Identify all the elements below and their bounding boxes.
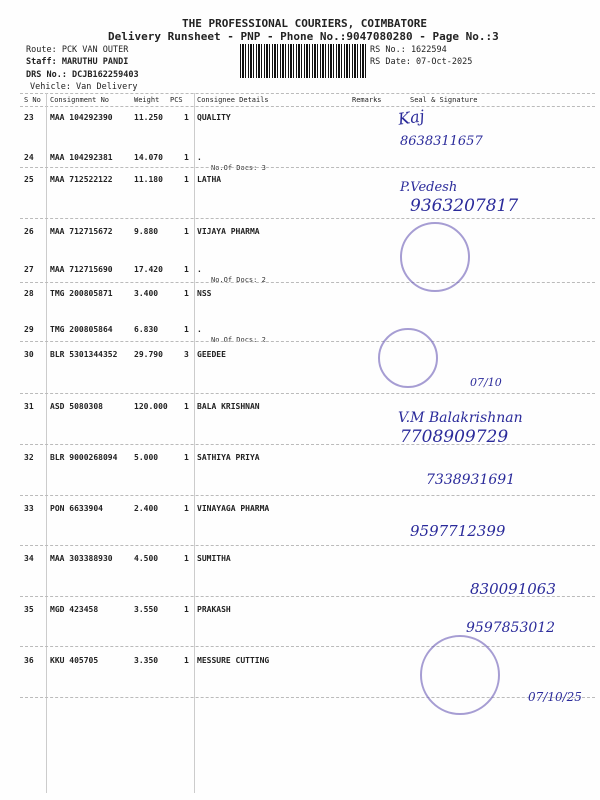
row-consignee: LATHA bbox=[197, 175, 222, 184]
row-weight: 6.830 bbox=[134, 325, 159, 334]
row-cno: MAA 104292390 bbox=[50, 113, 113, 122]
row-consignee: MESSURE CUTTING bbox=[197, 656, 270, 665]
signature: Kaj bbox=[396, 106, 426, 129]
row-divider bbox=[20, 167, 595, 168]
row-pcs: 1 bbox=[184, 113, 189, 122]
handwritten-date: 07/10 bbox=[470, 376, 502, 389]
row-weight: 120.000 bbox=[134, 402, 168, 411]
handwritten-phone: 9597712399 bbox=[410, 522, 506, 540]
row-weight: 3.350 bbox=[134, 656, 159, 665]
row-divider bbox=[20, 495, 595, 496]
row-consignee: QUALITY bbox=[197, 113, 231, 122]
row-consignee: NSS bbox=[197, 289, 212, 298]
handwritten-phone: 7708909729 bbox=[400, 427, 509, 447]
rs-date: RS Date: 07-Oct-2025 bbox=[370, 57, 473, 67]
row-cno: MAA 303388930 bbox=[50, 554, 113, 563]
row-cno: TMG 200805864 bbox=[50, 325, 113, 334]
runsheet-subtitle: Delivery Runsheet - PNP - Phone No.:9047080280 - Page No.:3 bbox=[108, 30, 499, 43]
row-pcs: 3 bbox=[184, 350, 189, 359]
row-weight: 3.400 bbox=[134, 289, 159, 298]
row-divider bbox=[20, 282, 595, 283]
handwritten-date: 07/10/25 bbox=[528, 690, 582, 704]
handwritten-phone: 9597853012 bbox=[466, 620, 556, 636]
row-weight: 14.070 bbox=[134, 153, 163, 162]
row-sno: 29 bbox=[24, 325, 34, 334]
row-sno: 28 bbox=[24, 289, 34, 298]
row-cno: BLR 5301344352 bbox=[50, 350, 118, 359]
row-cno: TMG 200805871 bbox=[50, 289, 113, 298]
row-cno: ASD 5080308 bbox=[50, 402, 103, 411]
row-cno: MAA 712522122 bbox=[50, 175, 113, 184]
row-pcs: 1 bbox=[184, 227, 189, 236]
row-pcs: 1 bbox=[184, 605, 189, 614]
row-divider bbox=[20, 545, 595, 546]
row-consignee: . bbox=[197, 265, 202, 274]
row-weight: 29.790 bbox=[134, 350, 163, 359]
vehicle: Vehicle: Van Delivery bbox=[30, 82, 138, 92]
row-divider bbox=[20, 341, 595, 342]
row-docs: No.Of Docs: 3 bbox=[211, 164, 266, 172]
row-divider bbox=[20, 646, 595, 647]
row-consignee: . bbox=[197, 153, 202, 162]
row-cno: MAA 712715690 bbox=[50, 265, 113, 274]
row-weight: 4.500 bbox=[134, 554, 159, 563]
row-sno: 24 bbox=[24, 153, 34, 162]
row-pcs: 1 bbox=[184, 504, 189, 513]
handwritten-phone: 9363207817 bbox=[410, 196, 519, 216]
row-weight: 2.400 bbox=[134, 504, 159, 513]
row-cno: BLR 9000268094 bbox=[50, 453, 118, 462]
row-cno: MGD 423458 bbox=[50, 605, 99, 614]
barcode bbox=[240, 44, 366, 78]
row-weight: 5.000 bbox=[134, 453, 159, 462]
row-docs: No.Of Docs: 2 bbox=[211, 336, 266, 344]
row-divider bbox=[20, 444, 595, 445]
row-sno: 30 bbox=[24, 350, 34, 359]
drs-number: DRS No.: DCJB162259403 bbox=[26, 70, 139, 80]
geedee-stamp bbox=[378, 328, 438, 388]
row-pcs: 1 bbox=[184, 289, 189, 298]
row-consignee: VINAYAGA PHARMA bbox=[197, 504, 270, 513]
rs-number: RS No.: 1622594 bbox=[370, 45, 447, 55]
row-pcs: 1 bbox=[184, 402, 189, 411]
row-weight: 9.880 bbox=[134, 227, 159, 236]
row-pcs: 1 bbox=[184, 153, 189, 162]
row-pcs: 1 bbox=[184, 265, 189, 274]
vijaya-pharma-stamp bbox=[400, 222, 470, 292]
row-cno: MAA 104292381 bbox=[50, 153, 113, 162]
handwritten-phone: 7338931691 bbox=[426, 472, 516, 488]
row-sno: 23 bbox=[24, 113, 34, 122]
row-weight: 3.550 bbox=[134, 605, 159, 614]
row-sno: 33 bbox=[24, 504, 34, 513]
row-consignee: SUMITHA bbox=[197, 554, 231, 563]
col-consignee: Consignee Details bbox=[197, 96, 269, 104]
handwritten-phone: 830091063 bbox=[470, 580, 556, 598]
row-pcs: 1 bbox=[184, 175, 189, 184]
row-consignee: PRAKASH bbox=[197, 605, 231, 614]
row-cno: KKU 405705 bbox=[50, 656, 99, 665]
row-sno: 27 bbox=[24, 265, 34, 274]
col-remarks: Remarks bbox=[352, 96, 382, 104]
row-cno: MAA 712715672 bbox=[50, 227, 113, 236]
messure-cutting-stamp bbox=[420, 635, 500, 715]
row-sno: 25 bbox=[24, 175, 34, 184]
route: Route: PCK VAN OUTER bbox=[26, 45, 129, 55]
row-divider bbox=[20, 218, 595, 219]
row-weight: 11.250 bbox=[134, 113, 163, 122]
row-consignee: GEEDEE bbox=[197, 350, 226, 359]
col-weight: Weight bbox=[134, 96, 160, 104]
col-sno: S No bbox=[24, 96, 41, 104]
row-consignee: VIJAYA PHARMA bbox=[197, 227, 260, 236]
handwritten-name: P.Vedesh bbox=[400, 180, 458, 195]
row-consignee: . bbox=[197, 325, 202, 334]
col-pcs: PCS bbox=[170, 96, 183, 104]
row-weight: 17.420 bbox=[134, 265, 163, 274]
row-sno: 32 bbox=[24, 453, 34, 462]
row-pcs: 1 bbox=[184, 325, 189, 334]
col-seal: Seal & Signature bbox=[410, 96, 478, 104]
handwritten-name: V.M Balakrishnan bbox=[398, 410, 523, 426]
row-divider bbox=[20, 393, 595, 394]
row-weight: 11.180 bbox=[134, 175, 163, 184]
row-sno: 26 bbox=[24, 227, 34, 236]
row-docs: No.Of Docs: 2 bbox=[211, 276, 266, 284]
row-pcs: 1 bbox=[184, 554, 189, 563]
row-sno: 31 bbox=[24, 402, 34, 411]
row-pcs: 1 bbox=[184, 453, 189, 462]
row-sno: 34 bbox=[24, 554, 34, 563]
row-consignee: SATHIYA PRIYA bbox=[197, 453, 260, 462]
row-cno: PON 6633904 bbox=[50, 504, 103, 513]
staff: Staff: MARUTHU PANDI bbox=[26, 57, 129, 67]
row-sno: 35 bbox=[24, 605, 34, 614]
row-pcs: 1 bbox=[184, 656, 189, 665]
handwritten-phone: 8638311657 bbox=[400, 134, 483, 149]
col-consignment: Consignment No bbox=[50, 96, 110, 104]
row-sno: 36 bbox=[24, 656, 34, 665]
row-consignee: BALA KRISHNAN bbox=[197, 402, 260, 411]
company-title: THE PROFESSIONAL COURIERS, COIMBATORE bbox=[182, 17, 428, 30]
row-divider bbox=[20, 697, 595, 698]
